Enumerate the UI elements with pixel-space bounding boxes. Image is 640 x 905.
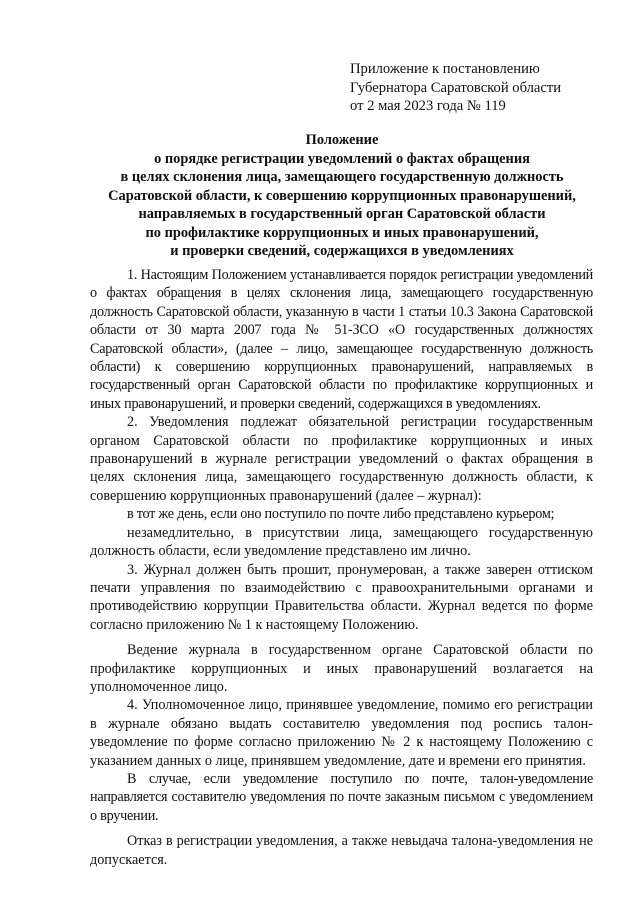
document-body: [90, 266, 593, 869]
paragraph-2-item-2: незамедлительно, в присутствии лица, замещающего государственную должность области, если уведомление представлено им лично.: [90, 524, 593, 560]
paragraph-3-continued: Ведение журнала в государственном органе Саратовской области по профилактике коррупционных и иных правонарушений возлагается на уполномоченное лицо.: [90, 642, 593, 695]
paragraph-4: 4. Уполномоченное лицо, принявшее уведомление, помимо его регистрации в журнале обязано выдать составителю уведомления под роспись талон-уведомление по форме согласно приложению № 2 к настоящему Положению с указанием данных о лице, принявшем уведомление, дате и времени его принятия.: [90, 697, 593, 769]
paragraph-2-item-1: в тот же день, если оно поступило по почте либо представлено курьером;: [127, 506, 555, 523]
annex-line-1: Приложение к постановлению: [350, 61, 540, 77]
title-line: по профилактике коррупционных и иных правонарушений,: [145, 224, 539, 241]
title-line: и проверки сведений, содержащихся в уведомлениях: [170, 243, 514, 259]
title-line: направляемых в государственный орган Саратовской области: [138, 206, 546, 222]
title-line: в целях склонения лица, замещающего государственную должность: [120, 169, 564, 185]
document-title: [92, 131, 592, 261]
annex-line-3: от 2 мая 2023 года № 119: [350, 98, 506, 114]
paragraph-4-continued: В случае, если уведомление поступило по почте, талон-уведомление направляется составителю уведомления по почте заказным письмом с уведомлением о вручении.: [90, 770, 593, 824]
paragraph-2: 2. Уведомления подлежат обязательной регистрации государственным органом Саратовской области по профилактике коррупционных и иных правонарушений в журнале регистрации уведомлений о фактах обращения в целях склонения лица, замещающего государственную должность области, к совершению коррупционных правонарушений (далее – журнал):: [90, 414, 593, 504]
paragraph-4-final: Отказ в регистрации уведомления, а также невыдача талона-уведомления не допускается.: [90, 833, 593, 868]
annex-line-2: Губернатора Саратовской области: [350, 79, 562, 96]
title-line: Саратовской области, к совершению коррупционных правонарушений,: [108, 187, 576, 204]
title-line: о порядке регистрации уведомлений о фактах обращения: [154, 150, 530, 167]
annex-header: [350, 60, 630, 116]
title-line: Положение: [305, 132, 379, 148]
paragraph-3: 3. Журнал должен быть прошит, пронумерован, а также заверен оттиском печати управления по взаимодействию с правоохранительными органами и противодействию коррупции Правительства области. Журнал ведется по форме согласно приложению № 1 к настоящему Положению.: [90, 561, 593, 633]
paragraph-1: 1. Настоящим Положением устанавливается порядок регистрации уведомлений о фактах обращения в целях склонения лица, замещающего государственную должность Саратовской области, указанную в части 1 статьи 10.3 Закона Саратовской области от 30 марта 2007 года № 51-ЗСО «О государственных должностях Саратовской области», (далее – лицо, замещающее государственную должность области) к совершению коррупционных правонарушений, направляемых в государственный орган Саратовской области по профилактике коррупционных и иных правонарушений, и проверки сведений, содержащихся в уведомлениях.: [90, 267, 593, 412]
